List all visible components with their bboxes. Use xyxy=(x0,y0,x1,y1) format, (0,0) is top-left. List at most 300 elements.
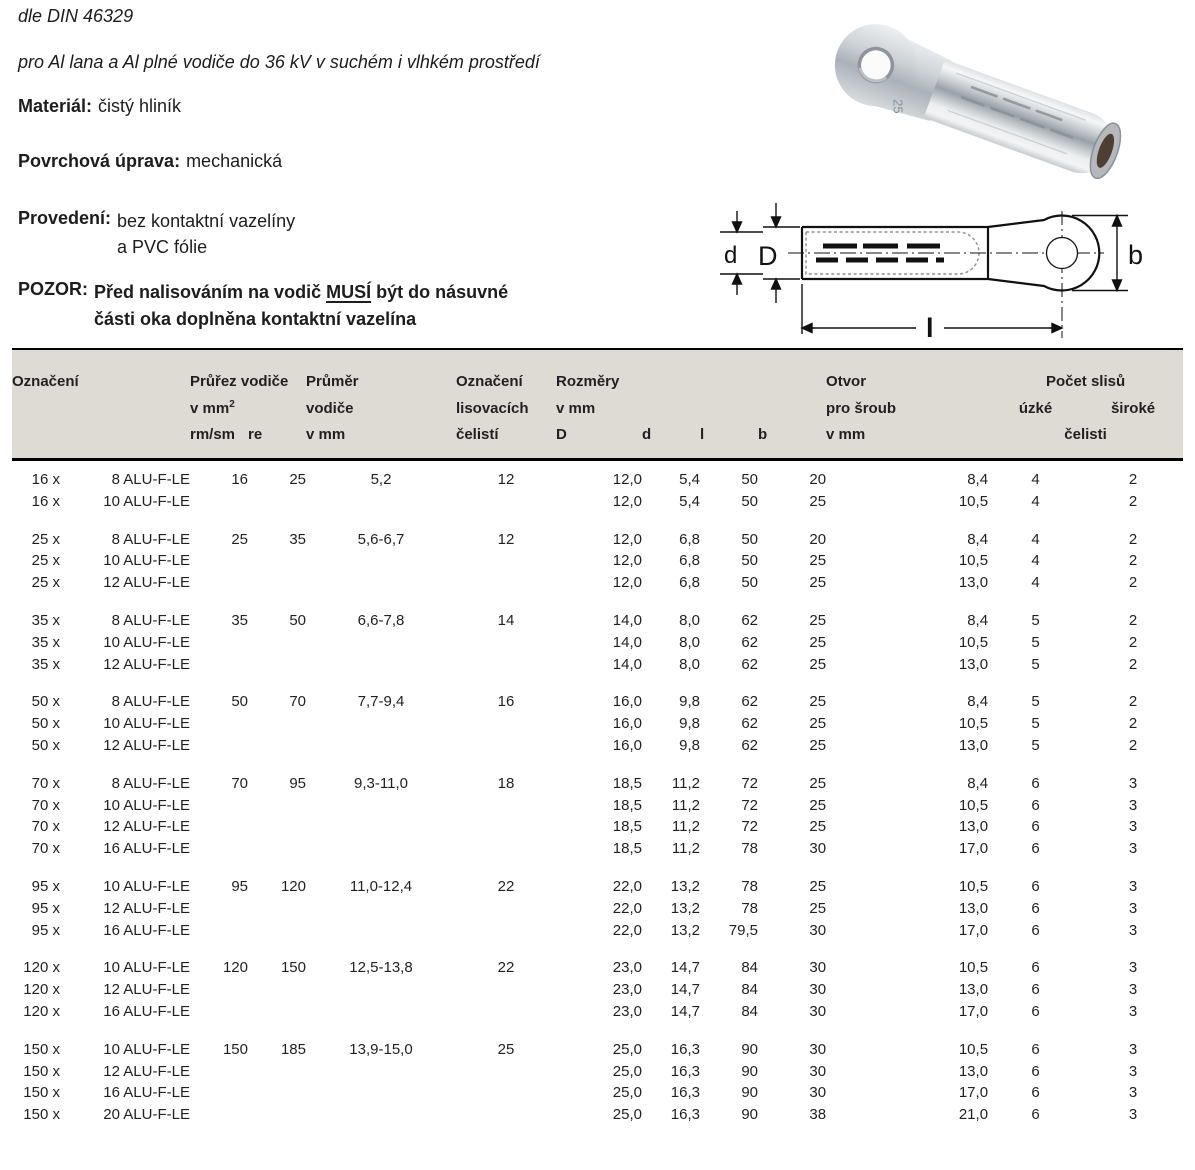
cell-c11: 17,0 xyxy=(958,840,989,858)
cell-c1: 120 x xyxy=(23,981,60,999)
cell-c10: 25 xyxy=(809,693,827,711)
table-row xyxy=(12,491,1183,513)
cell-c13: 3 xyxy=(1128,840,1138,858)
cell-c11: 13,0 xyxy=(958,1062,989,1080)
table-row xyxy=(12,957,1183,979)
cell-c2: 12 ALU-F-LE xyxy=(103,736,190,754)
cell-c10: 20 xyxy=(809,530,827,548)
table-body xyxy=(12,460,1183,1126)
cell-c7: 22,0 xyxy=(612,899,642,917)
cell-c6: 22 xyxy=(497,959,515,977)
surface-value: mechanická xyxy=(186,151,283,171)
cell-c13: 3 xyxy=(1128,959,1138,977)
cell-c1: 70 x xyxy=(31,774,60,792)
cell-c3: 95 xyxy=(231,877,248,895)
prurez-unit-sup: 2 xyxy=(229,399,235,410)
cell-c9: 78 xyxy=(741,877,758,895)
cell-c3 xyxy=(190,816,248,838)
cell-c1: 150 x xyxy=(23,1062,60,1080)
table-row xyxy=(12,1082,1183,1104)
cell-c3: 70 xyxy=(231,774,248,792)
cell-c11: 8,4 xyxy=(967,693,989,711)
cell-c3 xyxy=(190,713,248,735)
cell-c11: 17,0 xyxy=(958,1002,989,1020)
cell-c9: 84 xyxy=(741,959,758,977)
cell-c7: 25,0 xyxy=(612,1062,642,1080)
table-row xyxy=(12,632,1183,654)
cell-c13: 3 xyxy=(1128,921,1138,939)
cell-c4: 185 xyxy=(280,1040,306,1058)
cell-c6 xyxy=(456,920,556,942)
table-top-spacer xyxy=(12,460,1183,470)
cell-c6 xyxy=(456,654,556,676)
cell-c8: 11,2 xyxy=(671,774,700,792)
cell-c4: 70 xyxy=(289,693,306,711)
dimension-diagram xyxy=(700,195,1195,347)
cell-c2: 12 ALU-F-LE xyxy=(103,1062,190,1080)
cell-c6 xyxy=(456,838,556,860)
cell-c1: 150 x xyxy=(23,1040,60,1058)
cell-c12: 6 xyxy=(1031,1106,1040,1124)
cell-c12: 6 xyxy=(1031,959,1040,977)
cell-c10: 38 xyxy=(809,1106,827,1124)
cell-c4 xyxy=(248,920,306,942)
cell-c5: 6,6-7,8 xyxy=(357,611,405,629)
cell-c10: 30 xyxy=(809,1040,827,1058)
cell-c4: 95 xyxy=(289,774,306,792)
cell-c4 xyxy=(248,713,306,735)
cell-c9: 72 xyxy=(741,774,758,792)
cell-c13: 3 xyxy=(1128,1040,1138,1058)
cell-c3 xyxy=(190,572,248,594)
diagram-label-b: b xyxy=(1128,240,1144,270)
col-header-uzke: úzké xyxy=(988,394,1083,422)
application-subtitle xyxy=(18,52,540,73)
cell-c5 xyxy=(306,654,456,676)
cell-c5: 11,0-12,4 xyxy=(349,877,413,895)
lug-body xyxy=(823,13,1131,190)
eye-hole-outline xyxy=(1047,238,1078,269)
cell-c6 xyxy=(456,979,556,1001)
cell-c8: 16,3 xyxy=(670,1084,700,1102)
cell-c5 xyxy=(306,572,456,594)
cell-c12: 5 xyxy=(1031,655,1040,673)
cell-c6: 18 xyxy=(497,774,515,792)
spacer-cell xyxy=(12,757,1183,773)
cell-c13: 2 xyxy=(1128,574,1138,592)
cell-c2: 12 ALU-F-LE xyxy=(103,655,190,673)
cell-c1: 16 x xyxy=(31,471,60,488)
table-row xyxy=(12,713,1183,735)
cell-c5 xyxy=(306,920,456,942)
cell-c9: 78 xyxy=(741,840,758,858)
cell-c12: 6 xyxy=(1031,1062,1040,1080)
cell-c2: 10 ALU-F-LE xyxy=(103,959,190,977)
cell-c10: 30 xyxy=(809,840,827,858)
cell-c3 xyxy=(190,632,248,654)
cell-c6 xyxy=(456,795,556,817)
col-header-rozmery: Rozměry xyxy=(556,349,826,394)
cell-c11: 13,0 xyxy=(958,736,989,754)
cell-c13: 2 xyxy=(1128,715,1138,733)
col-header-otvor: Otvor xyxy=(826,349,988,394)
cell-c1: 120 x xyxy=(23,1002,60,1020)
cell-c7: 22,0 xyxy=(612,921,642,939)
cell-c13: 3 xyxy=(1128,796,1138,814)
header-spacer xyxy=(12,394,190,422)
cell-c7: 23,0 xyxy=(612,981,642,999)
cell-c12: 5 xyxy=(1031,611,1040,629)
cell-c10: 25 xyxy=(809,633,827,651)
table-row xyxy=(12,1104,1183,1126)
warning-label: POZOR: xyxy=(18,279,88,299)
cell-c10: 25 xyxy=(809,715,827,733)
cell-c6 xyxy=(456,572,556,594)
cell-c12: 6 xyxy=(1031,1040,1040,1058)
cell-c10: 30 xyxy=(809,959,827,977)
cell-c3: 120 xyxy=(222,959,248,977)
cell-c13: 3 xyxy=(1128,1062,1138,1080)
cell-c6 xyxy=(456,816,556,838)
table-row xyxy=(12,795,1183,817)
table-row xyxy=(12,691,1183,713)
cell-c2: 10 ALU-F-LE xyxy=(103,1040,190,1058)
cell-c5: 9,3-11,0 xyxy=(354,774,408,792)
spacer-cell xyxy=(12,860,1183,876)
cell-c5 xyxy=(306,795,456,817)
cell-c9: 50 xyxy=(741,471,758,488)
cell-c8: 5,4 xyxy=(679,471,700,488)
warning-underlined: MUSÍ xyxy=(326,282,372,302)
cell-c8: 11,2 xyxy=(671,840,700,858)
header-spacer xyxy=(12,422,190,460)
cell-c8: 6,8 xyxy=(679,552,700,570)
cell-c1: 95 x xyxy=(31,921,60,939)
cell-c2: 8 ALU-F-LE xyxy=(111,471,190,488)
cell-c3: 25 xyxy=(231,530,248,548)
cell-c9: 84 xyxy=(741,1002,758,1020)
cell-c7: 12,0 xyxy=(612,574,642,592)
cell-c4: 120 xyxy=(280,877,306,895)
cell-c10: 25 xyxy=(809,655,827,673)
cell-c3: 35 xyxy=(231,611,248,629)
cell-c8: 14,7 xyxy=(670,1002,700,1020)
cell-c1: 35 x xyxy=(31,633,60,651)
design-value-line2: a PVC fólie xyxy=(117,237,208,257)
cell-c4: 35 xyxy=(289,530,306,548)
cell-c5 xyxy=(306,550,456,572)
cell-c8: 13,2 xyxy=(670,877,700,895)
cell-c6: 12 xyxy=(497,530,515,548)
cell-c3 xyxy=(190,1082,248,1104)
group-spacer xyxy=(12,675,1183,691)
cell-c13: 2 xyxy=(1128,736,1138,754)
cell-c12: 4 xyxy=(1031,530,1040,548)
cell-c13: 3 xyxy=(1128,899,1138,917)
cell-c9: 72 xyxy=(741,818,758,836)
group-spacer xyxy=(12,594,1183,610)
cell-c13: 3 xyxy=(1128,818,1138,836)
cell-c3 xyxy=(190,1061,248,1083)
col-header-lisovaci-line2: lisovacích xyxy=(456,394,556,422)
cell-c1: 70 x xyxy=(31,818,60,836)
group-spacer xyxy=(12,860,1183,876)
cell-c3 xyxy=(190,838,248,860)
cell-c9: 50 xyxy=(741,574,758,592)
cell-c8: 6,8 xyxy=(679,530,700,548)
spacer-cell xyxy=(12,1023,1183,1039)
eye-stamp: 25 xyxy=(890,99,906,114)
cell-c7: 12,0 xyxy=(612,530,642,548)
cell-c5 xyxy=(306,898,456,920)
table-row xyxy=(12,920,1183,942)
cell-c5 xyxy=(306,816,456,838)
cell-c13: 2 xyxy=(1128,530,1138,548)
col-header-celisti: čelistí xyxy=(456,422,556,460)
col-header-dim-D: D xyxy=(556,422,642,460)
cell-c10: 25 xyxy=(809,574,827,592)
cell-c11: 13,0 xyxy=(958,981,989,999)
design-line xyxy=(18,208,295,260)
diagram-label-d: d xyxy=(724,242,738,269)
table-row xyxy=(12,773,1183,795)
cell-c2: 10 ALU-F-LE xyxy=(103,715,190,733)
table-row xyxy=(12,1061,1183,1083)
cell-c9: 78 xyxy=(741,899,758,917)
cell-c2: 12 ALU-F-LE xyxy=(103,981,190,999)
cell-c7: 18,5 xyxy=(612,796,642,814)
cell-c11: 13,0 xyxy=(958,574,989,592)
cell-c7: 14,0 xyxy=(612,655,642,673)
cell-c10: 25 xyxy=(809,736,827,754)
cell-c12: 4 xyxy=(1031,492,1040,510)
cell-c3 xyxy=(190,735,248,757)
col-header-prurez: Průřez vodiče xyxy=(190,349,306,394)
cell-c2: 10 ALU-F-LE xyxy=(103,633,190,651)
cell-c2: 16 ALU-F-LE xyxy=(103,1084,190,1102)
group-spacer xyxy=(12,941,1183,957)
table-row xyxy=(12,550,1183,572)
col-header-oznaceni: Označení xyxy=(12,349,190,394)
cell-c7: 23,0 xyxy=(612,959,642,977)
cell-c7: 16,0 xyxy=(612,693,642,711)
cell-c11: 10,5 xyxy=(958,877,989,895)
cell-c9: 62 xyxy=(741,736,758,754)
design-label: Provedení: xyxy=(18,208,112,228)
cell-c12: 5 xyxy=(1031,693,1040,711)
cell-c12: 6 xyxy=(1031,877,1040,895)
cell-c4 xyxy=(248,898,306,920)
col-header-lisovaci: Označení xyxy=(456,349,556,394)
spacer-cell xyxy=(12,594,1183,610)
cell-c13: 2 xyxy=(1128,693,1138,711)
cell-c1: 150 x xyxy=(23,1084,60,1102)
cell-c2: 20 ALU-F-LE xyxy=(103,1106,190,1124)
subtitle-text: pro Al lana a Al plné vodiče do 36 kV v suchém i vlhkém prostředí xyxy=(18,52,540,72)
cell-c7: 18,5 xyxy=(612,774,642,792)
cell-c7: 14,0 xyxy=(612,633,642,651)
cell-c10: 30 xyxy=(809,1002,827,1020)
cell-c1: 35 x xyxy=(31,611,60,629)
cell-c3 xyxy=(190,1001,248,1023)
cell-c2: 10 ALU-F-LE xyxy=(103,877,190,895)
cell-c9: 90 xyxy=(741,1062,758,1080)
table-row xyxy=(12,529,1183,551)
cell-c9: 90 xyxy=(741,1040,758,1058)
spacer-cell xyxy=(12,460,1183,470)
cell-c4 xyxy=(248,491,306,513)
cell-c8: 14,7 xyxy=(670,981,700,999)
cell-c10: 25 xyxy=(809,492,827,510)
spec-table xyxy=(12,348,1183,1126)
cell-c13: 2 xyxy=(1128,633,1138,651)
cell-c3 xyxy=(190,1104,248,1126)
table-row xyxy=(12,816,1183,838)
cell-c12: 6 xyxy=(1031,921,1040,939)
cell-c12: 6 xyxy=(1031,818,1040,836)
col-header-siroke: široké xyxy=(1083,394,1183,422)
cell-c4 xyxy=(248,572,306,594)
cell-c4 xyxy=(248,1001,306,1023)
table-row xyxy=(12,979,1183,1001)
cell-c7: 12,0 xyxy=(612,552,642,570)
cell-c12: 6 xyxy=(1031,899,1040,917)
cell-c5: 5,2 xyxy=(370,471,392,488)
cell-c5 xyxy=(306,838,456,860)
product-photo xyxy=(823,8,1195,190)
cell-c6 xyxy=(456,1001,556,1023)
cell-c13: 3 xyxy=(1128,1002,1138,1020)
cell-c1: 95 x xyxy=(31,899,60,917)
cell-c4 xyxy=(248,979,306,1001)
cell-c5 xyxy=(306,1061,456,1083)
cell-c5: 7,7-9,4 xyxy=(357,693,405,711)
cell-c10: 25 xyxy=(809,899,827,917)
cell-c13: 2 xyxy=(1128,552,1138,570)
table-row xyxy=(12,898,1183,920)
cell-c10: 25 xyxy=(809,818,827,836)
col-header-prurez-unit xyxy=(190,394,306,422)
prurez-unit-base: v mm xyxy=(190,400,230,417)
din-text: dle DIN 46329 xyxy=(18,6,134,26)
cell-c11: 10,5 xyxy=(958,492,989,510)
cell-c6 xyxy=(456,1104,556,1126)
cell-c5 xyxy=(306,491,456,513)
col-header-otvor-line2: pro šroub xyxy=(826,394,988,422)
cell-c4 xyxy=(248,838,306,860)
cell-c13: 3 xyxy=(1128,1084,1138,1102)
cell-c5 xyxy=(306,1082,456,1104)
design-value xyxy=(117,208,295,260)
cell-c3: 50 xyxy=(231,693,248,711)
cell-c2: 12 ALU-F-LE xyxy=(103,574,190,592)
cell-c13: 3 xyxy=(1128,877,1138,895)
cell-c8: 8,0 xyxy=(679,633,700,651)
cell-c11: 8,4 xyxy=(967,611,989,629)
cell-c13: 2 xyxy=(1128,611,1138,629)
cell-c7: 16,0 xyxy=(612,715,642,733)
cell-c8: 11,2 xyxy=(671,818,700,836)
material-line xyxy=(18,96,181,117)
cell-c3 xyxy=(190,491,248,513)
cell-c11: 10,5 xyxy=(958,1040,989,1058)
cell-c2: 10 ALU-F-LE xyxy=(103,492,190,510)
cell-c11: 10,5 xyxy=(958,552,989,570)
table-row xyxy=(12,572,1183,594)
design-value-line1: bez kontaktní vazelíny xyxy=(117,211,296,231)
cell-c6 xyxy=(456,1082,556,1104)
cell-c1: 150 x xyxy=(23,1106,60,1124)
table-row xyxy=(12,876,1183,898)
warning-line xyxy=(18,279,508,333)
cell-c11: 17,0 xyxy=(958,1084,989,1102)
cell-c9: 62 xyxy=(741,693,758,711)
cell-c12: 6 xyxy=(1031,774,1040,792)
cell-c8: 13,2 xyxy=(670,899,700,917)
cell-c6 xyxy=(456,632,556,654)
material-label: Materiál: xyxy=(18,96,93,116)
cell-c8: 8,0 xyxy=(679,611,700,629)
diagram-label-D: D xyxy=(758,241,778,271)
cell-c4 xyxy=(248,735,306,757)
cell-c2: 16 ALU-F-LE xyxy=(103,1002,190,1020)
cell-c10: 25 xyxy=(809,877,827,895)
cell-c1: 25 x xyxy=(31,574,60,592)
cell-c7: 18,5 xyxy=(612,818,642,836)
cell-c6 xyxy=(456,713,556,735)
cell-c12: 6 xyxy=(1031,1084,1040,1102)
cell-c4 xyxy=(248,632,306,654)
cell-c7: 25,0 xyxy=(612,1084,642,1102)
cell-c7: 23,0 xyxy=(612,1002,642,1020)
cell-c9: 62 xyxy=(741,633,758,651)
cell-c8: 9,8 xyxy=(679,715,700,733)
cell-c13: 2 xyxy=(1128,655,1138,673)
warning-part1: Před nalisováním na vodič xyxy=(94,282,322,302)
cell-c8: 5,4 xyxy=(679,492,700,510)
col-header-rmsm: rm/sm xyxy=(190,422,248,460)
cell-c11: 17,0 xyxy=(958,921,989,939)
cell-c2: 12 ALU-F-LE xyxy=(103,899,190,917)
cell-c2: 8 ALU-F-LE xyxy=(111,774,190,792)
group-spacer xyxy=(12,1023,1183,1039)
group-spacer xyxy=(12,757,1183,773)
spacer-cell xyxy=(12,675,1183,691)
cell-c6: 16 xyxy=(497,693,515,711)
cell-c7: 12,0 xyxy=(612,471,642,488)
cell-c11: 8,4 xyxy=(967,471,989,488)
cell-c1: 70 x xyxy=(31,796,60,814)
cell-c8: 13,2 xyxy=(670,921,700,939)
cell-c8: 16,3 xyxy=(670,1106,700,1124)
cell-c11: 8,4 xyxy=(967,774,989,792)
cell-c10: 25 xyxy=(809,774,827,792)
cell-c6: 14 xyxy=(497,611,515,629)
table-row xyxy=(12,838,1183,860)
cell-c13: 3 xyxy=(1128,981,1138,999)
cell-c8: 14,7 xyxy=(670,959,700,977)
cell-c5 xyxy=(306,979,456,1001)
cell-c3 xyxy=(190,920,248,942)
cell-c10: 20 xyxy=(809,471,827,488)
cell-c5 xyxy=(306,713,456,735)
cell-c4 xyxy=(248,795,306,817)
cell-c3 xyxy=(190,795,248,817)
warning-text xyxy=(94,279,508,333)
table-row xyxy=(12,610,1183,632)
cell-c11: 10,5 xyxy=(958,715,989,733)
cell-c4: 50 xyxy=(289,611,306,629)
